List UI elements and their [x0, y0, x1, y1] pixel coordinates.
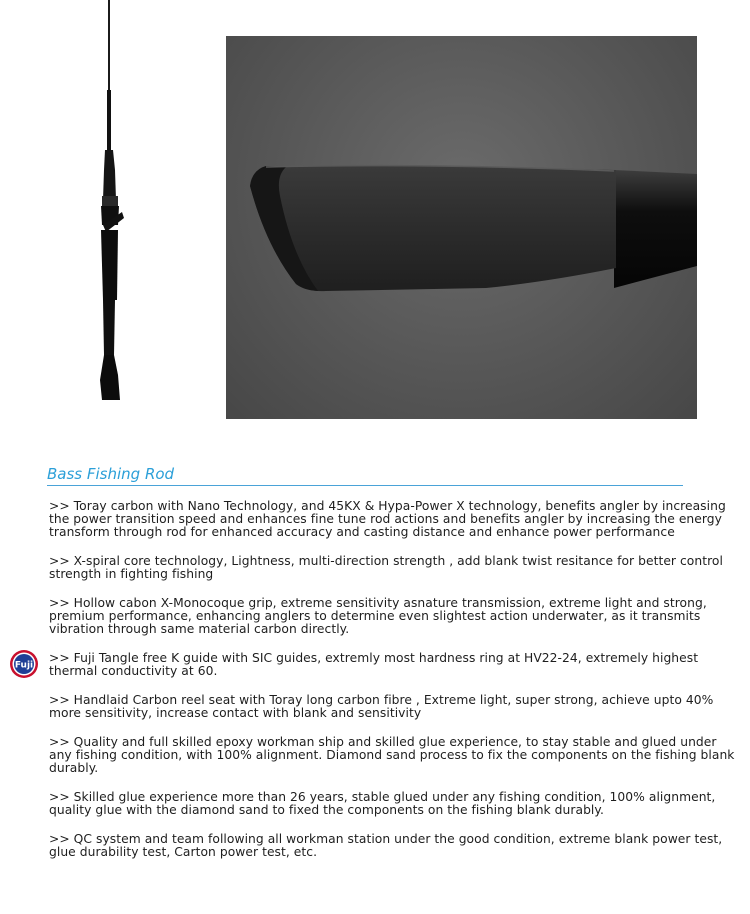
fuji-logo-icon [9, 649, 39, 679]
section-heading-rule [47, 464, 683, 486]
rod-grip-illustration [226, 36, 697, 419]
section-heading: Bass Fishing Rod [47, 465, 175, 483]
grip-closeup-photo [226, 36, 697, 419]
feature-paragraph: >> Handlaid Carbon reel seat with Toray long carbon fibre , Extreme light, super strong, achieve upto 40% more sensitivity, increase contact with blank and sensitivity [49, 693, 714, 720]
feature-paragraph: >> Quality and full skilled epoxy workman ship and skilled glue experience, to stay stable and glued under any fishing condition, with 100% alignment. Diamond sand process to fix the components on the fishing blank durably. [49, 735, 735, 775]
rod-product-image [92, 0, 132, 402]
feature-paragraph: >> Toray carbon with Nano Technology, and 45KX & Hypa-Power X technology, benefits angler by increasing the power transition speed and enhances fine tune rod actions and benefits angler by increasing the energy transform through rod for enhanced accuracy and casting distance and enhance power performance [49, 499, 726, 539]
feature-paragraph: >> QC system and team following all workman station under the good condition, extreme blank power test, glue durability test, Carton power test, etc. [49, 832, 723, 859]
feature-paragraph: >> Hollow cabon X-Monocoque grip, extreme sensitivity asnature transmission, extreme light and strong, premium performance, enhancing anglers to determine even slightest action underwater, as it transmits vibration through same material carbon directly. [49, 596, 707, 636]
feature-paragraph: >> Skilled glue experience more than 26 years, stable glued under any fishing condition, 100% alignment, quality glue with the diamond sand to fixed the components on the fishing blank durably. [49, 790, 716, 817]
feature-paragraph: >> X-spiral core technology, Lightness, multi-direction strength , add blank twist resitance for better control strength in fighting fishing [49, 554, 723, 581]
fuji-logo-text: Fuji [14, 660, 34, 671]
feature-paragraph: >> Fuji Tangle free K guide with SIC guides, extremly most hardness ring at HV22-24, extremely highest thermal conductivity at 60. [49, 651, 699, 678]
